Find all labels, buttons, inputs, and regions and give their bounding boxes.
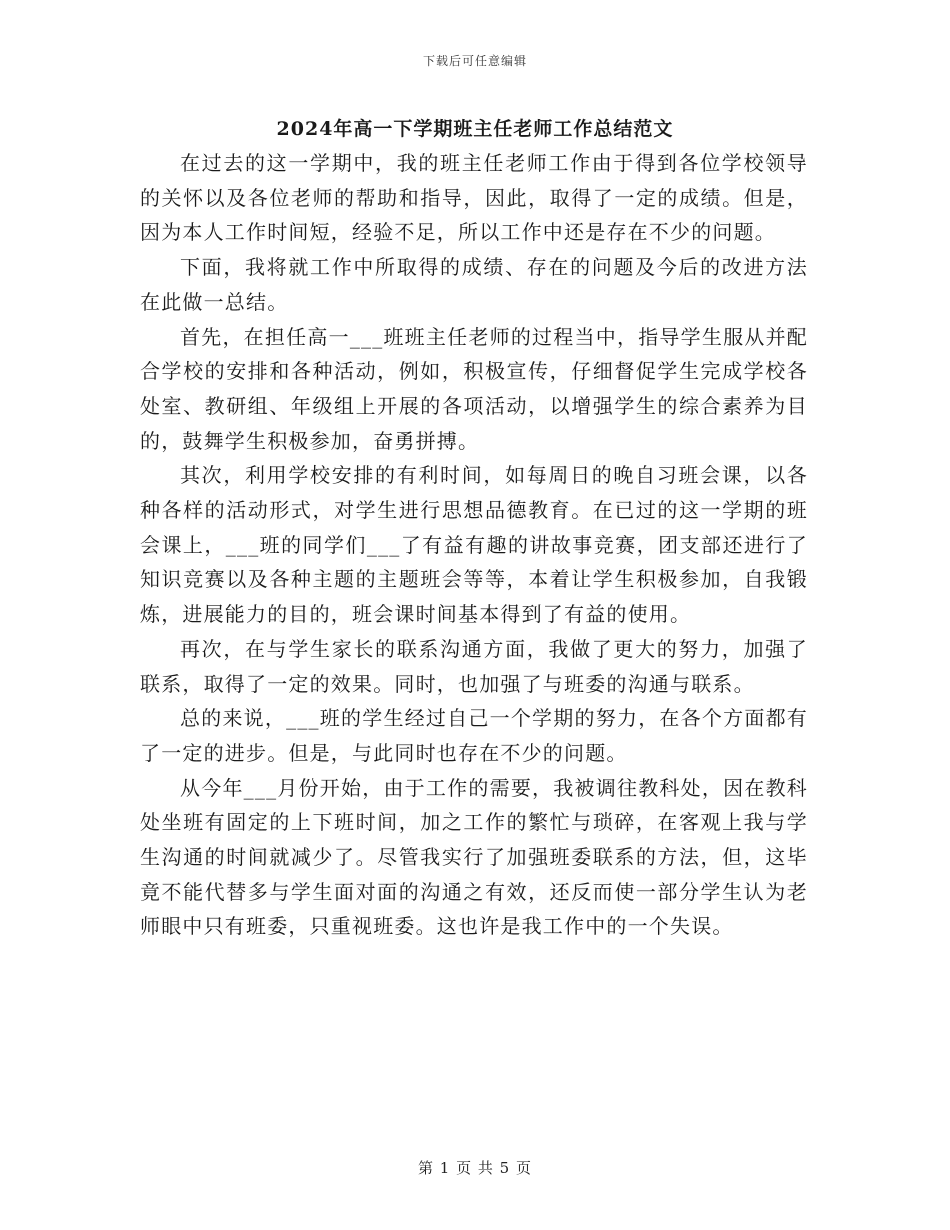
paragraph: 再次，在与学生家长的联系沟通方面，我做了更大的努力，加强了联系，取得了一定的效果。同时，也加强了与班委的沟通与联系。 [140, 636, 808, 696]
document-body [140, 146, 808, 944]
page-number-footer: 第 1 页 共 5 页 [418, 1159, 532, 1177]
paragraph: 在过去的这一学期中，我的班主任老师工作由于得到各位学校领导的关怀以及各位老师的帮助和指导，因此，取得了一定的成绩。但是，因为本人工作时间短，经验不足，所以工作中还是存在不少的问题。 [140, 151, 808, 245]
paragraph: 从今年___月份开始，由于工作的需要，我被调往教科处，因在教科处坐班有固定的上下班时间，加之工作的繁忙与琐碎，在客观上我与学生沟通的时间就减少了。尽管我实行了加强班委联系的方法，但，这毕竟不能代替多与学生面对面的沟通之有效，还反而使一部分学生认为老师眼中只有班委，只重视班委。这也许是我工作中的一个失误。 [140, 775, 808, 939]
page-header-note: 下载后可任意编辑 [422, 54, 527, 68]
paragraph: 其次，利用学校安排的有利时间，如每周日的晚自习班会课，以各种各样的活动形式，对学生进行思想品德教育。在已过的这一学期的班会课上，___班的同学们___了有益有趣的讲故事竞赛，团支部还进行了知识竞赛以及各种主题的主题班会等等，本着让学生积极参加，自我锻炼，进展能力的目的，班会课时间基本得到了有益的使用。 [140, 463, 808, 627]
document-title: 2024年高一下学期班主任老师工作总结范文 [276, 118, 674, 140]
paragraph: 下面，我将就工作中所取得的成绩、存在的问题及今后的改进方法在此做一总结。 [140, 255, 808, 314]
paragraph: 首先，在担任高一___班班主任老师的过程当中，指导学生服从并配合学校的安排和各种活动，例如，积极宣传，仔细督促学生完成学校各处室、教研组、年级组上开展的各项活动，以增强学生的综合素养为目的，鼓舞学生积极参加，奋勇拼搏。 [140, 324, 808, 453]
paragraph: 总的来说，___班的学生经过自己一个学期的努力，在各个方面都有了一定的进步。但是，与此同时也存在不少的问题。 [140, 706, 808, 765]
